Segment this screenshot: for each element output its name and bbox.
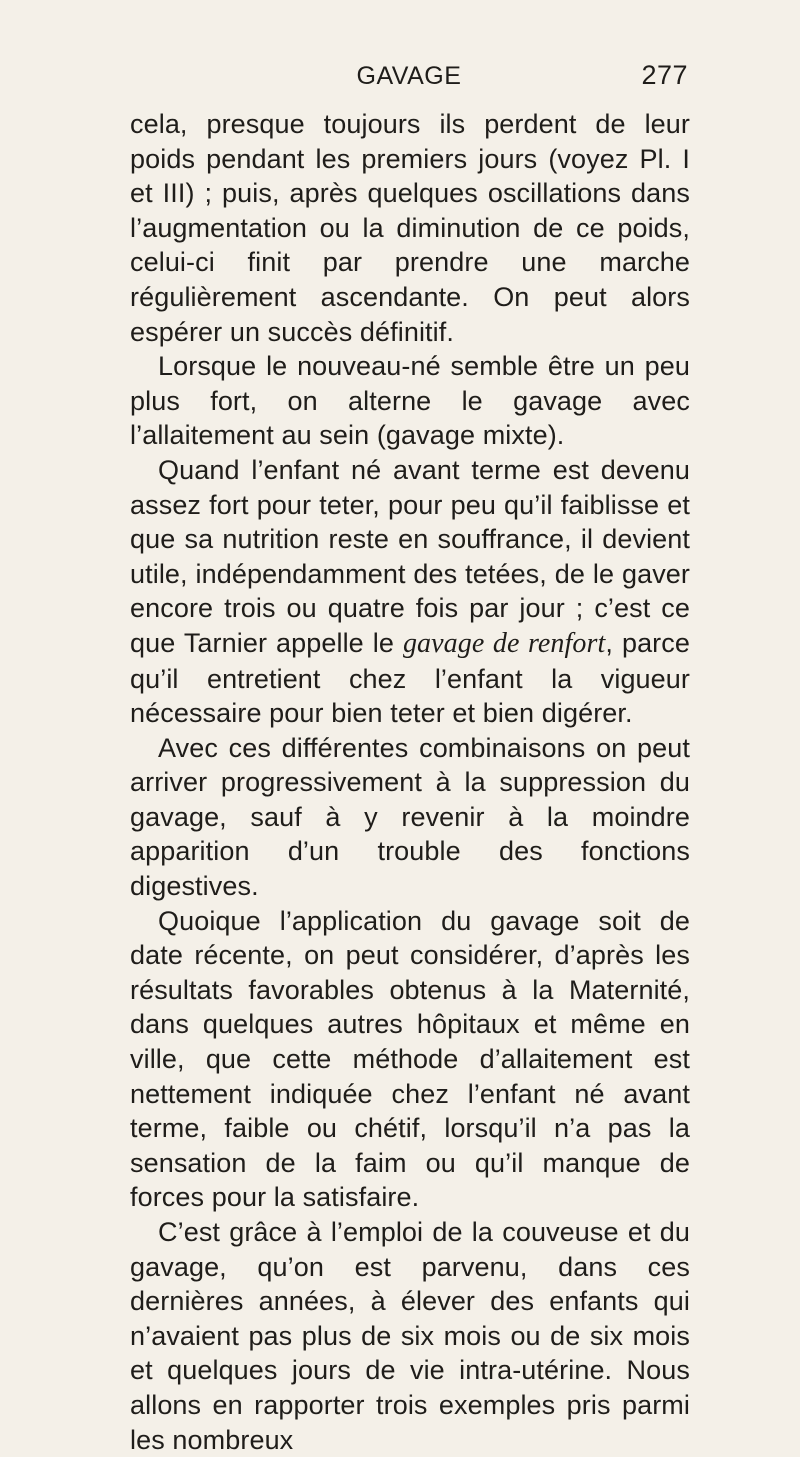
page-header [130,60,688,100]
body-text [130,107,690,1457]
italic-term: gavage de renfort [402,627,606,659]
paragraph-6: C’est grâce à l’emploi de la couveuse et du gavage, qu’on est parvenu, dans ces dernières années, à élever des enfants qui n’avaient pas plus de six mois ou de six mois et quelques jours de vie intra-utérine. Nous allons en rapporter trois exemples pris parmi les nombreux [130,1217,690,1455]
page-number: 277 [641,60,688,90]
running-title: GAVAGE [356,62,462,90]
paragraph-3-after: , parce qu’il entretient chez l’enfant la vigueur nécessaire pour bien teter et bien digérer. [130,627,690,729]
paragraph-2: Lorsque le nouveau-né semble être un peu plus fort, on alterne le gavage avec l’allaitement au sein (gavage mixte). [130,351,690,451]
paragraph-3 [130,453,690,731]
paragraph-5: Quoique l’application du gavage soit de date récente, on peut considérer, d’après les résultats favorables obtenus à la Maternité, dans quelques autres hôpitaux et même en ville, que cette méthode d’allaitement est nettement indiquée chez l’enfant né avant terme, faible ou chétif, lorsqu’il n’a pas la sensation de la faim ou qu’il manque de forces pour la satisfaire. [130,905,690,1213]
paragraph-4: Avec ces différentes combinaisons on peut arriver progressivement à la suppression du gavage, sauf à y revenir à la moindre apparition d’un trouble des fonctions digestives. [130,732,690,902]
paragraph-3-before: Quand l’enfant né avant terme est devenu assez fort pour teter, pour peu qu’il faiblisse et que sa nutrition reste en souffrance, il devient utile, indépendamment des tetées, de le gaver encore trois ou quatre fois par jour ; c’est ce que Tarnier appelle le [130,454,690,658]
paragraph-1: cela, presque toujours ils perdent de leur poids pendant les premiers jours (voyez Pl. I et III) ; puis, après quelques oscillations dans l’augmentation ou la diminution de ce poids, celui-ci finit par prendre une marche régulièrement ascendante. On peut alors espérer un succès définitif. [130,109,690,347]
